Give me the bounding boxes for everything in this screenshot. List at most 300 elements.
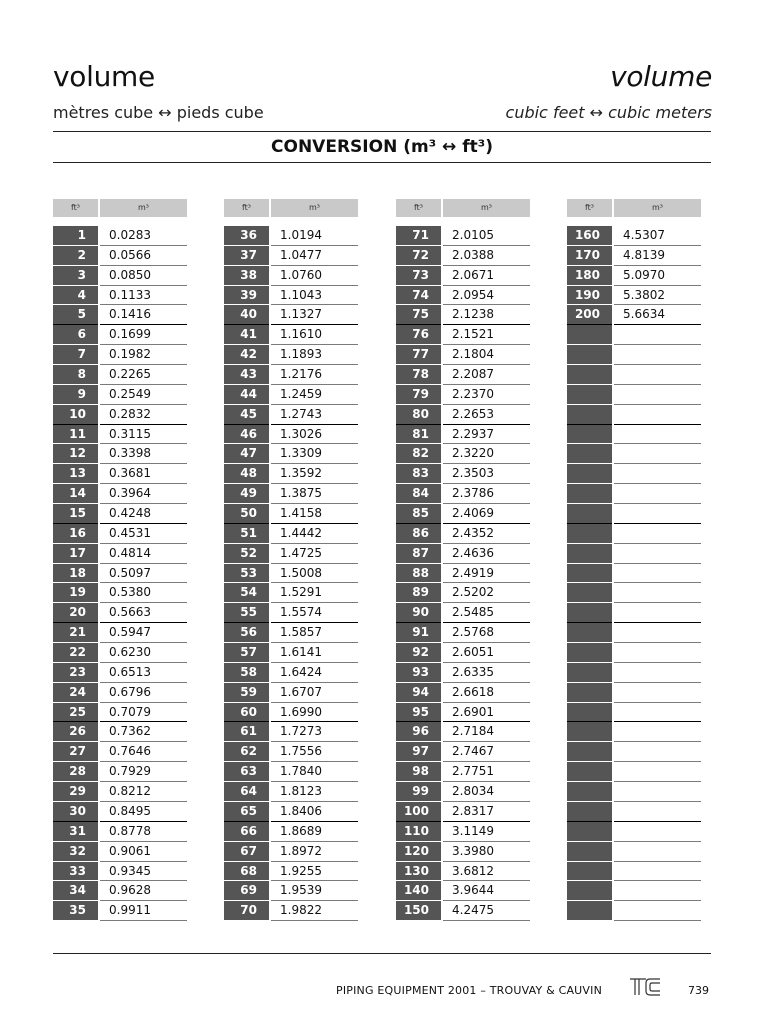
table-row bbox=[567, 623, 701, 643]
ft3-value: 19 bbox=[53, 583, 98, 603]
ft3-value: 100 bbox=[396, 802, 441, 822]
table-row bbox=[396, 504, 530, 524]
table-row bbox=[567, 643, 701, 663]
table-row bbox=[53, 862, 187, 882]
m3-value bbox=[614, 544, 701, 564]
ft3-value: 64 bbox=[224, 782, 269, 802]
m3-value bbox=[614, 464, 701, 484]
m3-value: 1.1610 bbox=[271, 325, 358, 345]
table-row bbox=[53, 405, 187, 425]
ft3-value: 39 bbox=[224, 286, 269, 306]
table-header bbox=[396, 199, 530, 217]
ft3-value bbox=[567, 325, 612, 345]
m3-value: 1.5857 bbox=[271, 623, 358, 643]
m3-value: 1.8406 bbox=[271, 802, 358, 822]
table-row bbox=[224, 901, 358, 921]
m3-value: 0.3681 bbox=[100, 464, 187, 484]
m3-value: 1.7840 bbox=[271, 762, 358, 782]
ft3-value bbox=[567, 464, 612, 484]
table-row bbox=[53, 226, 187, 246]
m3-value bbox=[614, 524, 701, 544]
trouvay-cauvin-logo-icon bbox=[628, 975, 662, 999]
m3-value: 3.1149 bbox=[443, 822, 530, 842]
table-row bbox=[224, 405, 358, 425]
ft3-value: 6 bbox=[53, 325, 98, 345]
table-row bbox=[567, 683, 701, 703]
m3-value bbox=[614, 583, 701, 603]
ft3-value: 120 bbox=[396, 842, 441, 862]
ft3-value: 57 bbox=[224, 643, 269, 663]
table-row bbox=[53, 901, 187, 921]
ft3-value bbox=[567, 742, 612, 762]
ft3-value: 85 bbox=[396, 504, 441, 524]
m3-value bbox=[614, 862, 701, 882]
m3-value bbox=[614, 385, 701, 405]
ft3-value: 31 bbox=[53, 822, 98, 842]
ft3-value: 43 bbox=[224, 365, 269, 385]
table-row bbox=[396, 564, 530, 584]
m3-value: 0.8778 bbox=[100, 822, 187, 842]
table-row bbox=[53, 246, 187, 266]
m3-value: 1.3026 bbox=[271, 425, 358, 445]
m3-value bbox=[614, 425, 701, 445]
m3-value: 1.5291 bbox=[271, 583, 358, 603]
m3-value bbox=[614, 762, 701, 782]
m3-value: 1.2459 bbox=[271, 385, 358, 405]
ft3-value: 38 bbox=[224, 266, 269, 286]
ft3-value: 21 bbox=[53, 623, 98, 643]
m3-value: 0.3964 bbox=[100, 484, 187, 504]
table-row bbox=[567, 722, 701, 742]
ft3-value: 1 bbox=[53, 226, 98, 246]
ft3-value: 81 bbox=[396, 425, 441, 445]
column-header-ft3: ft³ bbox=[53, 199, 98, 217]
ft3-value: 91 bbox=[396, 623, 441, 643]
table-row bbox=[396, 484, 530, 504]
ft3-value: 99 bbox=[396, 782, 441, 802]
table-row bbox=[53, 286, 187, 306]
conversion-heading: CONVERSION (m³ ↔ ft³) bbox=[271, 137, 493, 157]
table-row bbox=[53, 742, 187, 762]
m3-value: 2.3220 bbox=[443, 444, 530, 464]
table-row bbox=[53, 385, 187, 405]
table-row bbox=[396, 683, 530, 703]
m3-value: 2.1521 bbox=[443, 325, 530, 345]
m3-value: 2.8034 bbox=[443, 782, 530, 802]
ft3-value bbox=[567, 425, 612, 445]
table-row bbox=[224, 325, 358, 345]
ft3-value: 78 bbox=[396, 365, 441, 385]
m3-value: 0.9628 bbox=[100, 881, 187, 901]
m3-value: 2.3503 bbox=[443, 464, 530, 484]
ft3-value: 42 bbox=[224, 345, 269, 365]
m3-value: 1.7556 bbox=[271, 742, 358, 762]
m3-value bbox=[614, 504, 701, 524]
m3-value: 1.9822 bbox=[271, 901, 358, 921]
table-row bbox=[53, 881, 187, 901]
m3-value bbox=[614, 623, 701, 643]
table-header bbox=[224, 199, 358, 217]
ft3-value: 29 bbox=[53, 782, 98, 802]
table-row bbox=[53, 564, 187, 584]
conversion-table-2 bbox=[224, 199, 358, 921]
ft3-value: 75 bbox=[396, 305, 441, 325]
ft3-value: 83 bbox=[396, 464, 441, 484]
table-row bbox=[224, 663, 358, 683]
table-row bbox=[53, 305, 187, 325]
table-header bbox=[53, 199, 187, 217]
m3-value: 0.9911 bbox=[100, 901, 187, 921]
m3-value: 2.4636 bbox=[443, 544, 530, 564]
m3-value: 1.4725 bbox=[271, 544, 358, 564]
m3-value: 1.0477 bbox=[271, 246, 358, 266]
table-row bbox=[53, 583, 187, 603]
heading-rule bbox=[53, 162, 711, 163]
m3-value: 2.5202 bbox=[443, 583, 530, 603]
table-row bbox=[53, 603, 187, 623]
ft3-value: 46 bbox=[224, 425, 269, 445]
m3-value: 0.9061 bbox=[100, 842, 187, 862]
ft3-value: 26 bbox=[53, 722, 98, 742]
table-row bbox=[567, 802, 701, 822]
table-row bbox=[224, 464, 358, 484]
ft3-value: 71 bbox=[396, 226, 441, 246]
m3-value: 2.7751 bbox=[443, 762, 530, 782]
m3-value bbox=[614, 444, 701, 464]
m3-value: 1.6707 bbox=[271, 683, 358, 703]
table-row bbox=[567, 345, 701, 365]
column-header-m3: m³ bbox=[271, 199, 358, 217]
table-row bbox=[224, 862, 358, 882]
m3-value: 0.8495 bbox=[100, 802, 187, 822]
m3-value: 0.5947 bbox=[100, 623, 187, 643]
m3-value: 1.9255 bbox=[271, 862, 358, 882]
ft3-value: 8 bbox=[53, 365, 98, 385]
ft3-value: 44 bbox=[224, 385, 269, 405]
table-row bbox=[53, 782, 187, 802]
table-row bbox=[567, 325, 701, 345]
m3-value: 1.5574 bbox=[271, 603, 358, 623]
ft3-value bbox=[567, 881, 612, 901]
column-header-ft3: ft³ bbox=[224, 199, 269, 217]
ft3-value: 89 bbox=[396, 583, 441, 603]
m3-value: 0.1982 bbox=[100, 345, 187, 365]
ft3-value: 3 bbox=[53, 266, 98, 286]
m3-value: 1.4158 bbox=[271, 504, 358, 524]
subtitle-french: mètres cube ↔ pieds cube bbox=[53, 103, 264, 122]
m3-value bbox=[614, 782, 701, 802]
m3-value: 1.1327 bbox=[271, 305, 358, 325]
ft3-value: 54 bbox=[224, 583, 269, 603]
m3-value: 0.1133 bbox=[100, 286, 187, 306]
ft3-value: 79 bbox=[396, 385, 441, 405]
m3-value bbox=[614, 564, 701, 584]
table-row bbox=[396, 385, 530, 405]
m3-value: 2.6618 bbox=[443, 683, 530, 703]
table-row bbox=[567, 842, 701, 862]
m3-value: 0.5380 bbox=[100, 583, 187, 603]
table-row bbox=[224, 683, 358, 703]
table-row bbox=[396, 901, 530, 921]
ft3-value: 170 bbox=[567, 246, 612, 266]
m3-value: 0.7079 bbox=[100, 703, 187, 723]
ft3-value: 84 bbox=[396, 484, 441, 504]
m3-value bbox=[614, 881, 701, 901]
table-row bbox=[53, 842, 187, 862]
title-english: volume bbox=[610, 60, 712, 93]
table-row bbox=[396, 643, 530, 663]
m3-value bbox=[614, 643, 701, 663]
ft3-value bbox=[567, 842, 612, 862]
ft3-value: 2 bbox=[53, 246, 98, 266]
ft3-value: 96 bbox=[396, 722, 441, 742]
ft3-value: 86 bbox=[396, 524, 441, 544]
table-row bbox=[396, 881, 530, 901]
ft3-value bbox=[567, 544, 612, 564]
ft3-value: 52 bbox=[224, 544, 269, 564]
m3-value: 2.7467 bbox=[443, 742, 530, 762]
conversion-table-3 bbox=[396, 199, 530, 921]
m3-value bbox=[614, 901, 701, 921]
table-row bbox=[224, 345, 358, 365]
m3-value: 0.2832 bbox=[100, 405, 187, 425]
ft3-value: 110 bbox=[396, 822, 441, 842]
ft3-value: 48 bbox=[224, 464, 269, 484]
table-row bbox=[53, 544, 187, 564]
ft3-value bbox=[567, 862, 612, 882]
table-row bbox=[224, 504, 358, 524]
ft3-value: 180 bbox=[567, 266, 612, 286]
title-french: volume bbox=[53, 60, 155, 93]
ft3-value: 59 bbox=[224, 683, 269, 703]
m3-value: 0.2265 bbox=[100, 365, 187, 385]
table-row bbox=[53, 623, 187, 643]
table-row bbox=[224, 643, 358, 663]
ft3-value bbox=[567, 504, 612, 524]
ft3-value: 88 bbox=[396, 564, 441, 584]
column-header-ft3: ft³ bbox=[396, 199, 441, 217]
column-header-m3: m³ bbox=[614, 199, 701, 217]
table-row bbox=[396, 742, 530, 762]
table-row bbox=[53, 524, 187, 544]
ft3-value: 94 bbox=[396, 683, 441, 703]
m3-value: 2.8317 bbox=[443, 802, 530, 822]
ft3-value: 5 bbox=[53, 305, 98, 325]
table-row bbox=[53, 703, 187, 723]
ft3-value: 34 bbox=[53, 881, 98, 901]
m3-value: 3.6812 bbox=[443, 862, 530, 882]
table-row bbox=[567, 484, 701, 504]
m3-value: 1.5008 bbox=[271, 564, 358, 584]
table-row bbox=[567, 226, 701, 246]
table-row bbox=[224, 425, 358, 445]
table-row bbox=[396, 623, 530, 643]
m3-value: 5.0970 bbox=[614, 266, 701, 286]
m3-value: 0.6796 bbox=[100, 683, 187, 703]
table-row bbox=[224, 722, 358, 742]
m3-value: 2.4069 bbox=[443, 504, 530, 524]
ft3-value: 22 bbox=[53, 643, 98, 663]
ft3-value: 32 bbox=[53, 842, 98, 862]
ft3-value bbox=[567, 524, 612, 544]
ft3-value: 68 bbox=[224, 862, 269, 882]
ft3-value: 23 bbox=[53, 663, 98, 683]
ft3-value: 20 bbox=[53, 603, 98, 623]
ft3-value bbox=[567, 782, 612, 802]
ft3-value bbox=[567, 444, 612, 464]
m3-value: 2.1238 bbox=[443, 305, 530, 325]
ft3-value: 93 bbox=[396, 663, 441, 683]
table-row bbox=[567, 504, 701, 524]
table-row bbox=[224, 742, 358, 762]
m3-value bbox=[614, 345, 701, 365]
ft3-value: 25 bbox=[53, 703, 98, 723]
m3-value: 1.3592 bbox=[271, 464, 358, 484]
ft3-value: 13 bbox=[53, 464, 98, 484]
table-row bbox=[396, 802, 530, 822]
table-row bbox=[396, 703, 530, 723]
m3-value: 0.5663 bbox=[100, 603, 187, 623]
m3-value: 0.4531 bbox=[100, 524, 187, 544]
ft3-value: 62 bbox=[224, 742, 269, 762]
ft3-value bbox=[567, 484, 612, 504]
table-row bbox=[396, 286, 530, 306]
ft3-value: 56 bbox=[224, 623, 269, 643]
table-row bbox=[396, 603, 530, 623]
table-row bbox=[567, 583, 701, 603]
m3-value bbox=[614, 603, 701, 623]
m3-value: 2.7184 bbox=[443, 722, 530, 742]
table-row bbox=[396, 365, 530, 385]
m3-value: 0.2549 bbox=[100, 385, 187, 405]
ft3-value: 14 bbox=[53, 484, 98, 504]
ft3-value bbox=[567, 901, 612, 921]
ft3-value: 49 bbox=[224, 484, 269, 504]
ft3-value: 61 bbox=[224, 722, 269, 742]
ft3-value bbox=[567, 683, 612, 703]
table-row bbox=[567, 703, 701, 723]
table-row bbox=[53, 484, 187, 504]
table-row bbox=[224, 623, 358, 643]
table-row bbox=[224, 583, 358, 603]
table-row bbox=[224, 305, 358, 325]
m3-value: 1.6990 bbox=[271, 703, 358, 723]
m3-value: 4.8139 bbox=[614, 246, 701, 266]
ft3-value: 9 bbox=[53, 385, 98, 405]
m3-value: 1.0760 bbox=[271, 266, 358, 286]
m3-value: 2.0105 bbox=[443, 226, 530, 246]
table-row bbox=[224, 524, 358, 544]
m3-value: 5.6634 bbox=[614, 305, 701, 325]
m3-value: 0.8212 bbox=[100, 782, 187, 802]
table-row bbox=[567, 464, 701, 484]
m3-value: 1.8123 bbox=[271, 782, 358, 802]
ft3-value: 92 bbox=[396, 643, 441, 663]
table-row bbox=[396, 444, 530, 464]
m3-value: 0.4248 bbox=[100, 504, 187, 524]
ft3-value: 50 bbox=[224, 504, 269, 524]
footer-text: PIPING EQUIPMENT 2001 – TROUVAY & CAUVIN bbox=[336, 984, 603, 997]
table-row bbox=[396, 762, 530, 782]
ft3-value: 11 bbox=[53, 425, 98, 445]
ft3-value bbox=[567, 603, 612, 623]
m3-value: 2.5485 bbox=[443, 603, 530, 623]
table-row bbox=[567, 365, 701, 385]
m3-value: 0.6230 bbox=[100, 643, 187, 663]
ft3-value: 7 bbox=[53, 345, 98, 365]
table-row bbox=[567, 425, 701, 445]
m3-value: 0.6513 bbox=[100, 663, 187, 683]
table-row bbox=[396, 405, 530, 425]
m3-value: 2.6901 bbox=[443, 703, 530, 723]
ft3-value: 67 bbox=[224, 842, 269, 862]
m3-value: 1.8689 bbox=[271, 822, 358, 842]
ft3-value: 30 bbox=[53, 802, 98, 822]
ft3-value bbox=[567, 623, 612, 643]
table-row bbox=[396, 782, 530, 802]
ft3-value bbox=[567, 365, 612, 385]
ft3-value: 33 bbox=[53, 862, 98, 882]
m3-value: 0.9345 bbox=[100, 862, 187, 882]
top-rule bbox=[53, 131, 711, 132]
m3-value: 2.0671 bbox=[443, 266, 530, 286]
m3-value: 0.7929 bbox=[100, 762, 187, 782]
table-header bbox=[567, 199, 701, 217]
m3-value: 2.2370 bbox=[443, 385, 530, 405]
table-row bbox=[396, 345, 530, 365]
ft3-value bbox=[567, 385, 612, 405]
m3-value: 2.6051 bbox=[443, 643, 530, 663]
m3-value: 3.9644 bbox=[443, 881, 530, 901]
table-row bbox=[567, 901, 701, 921]
m3-value: 2.3786 bbox=[443, 484, 530, 504]
table-row bbox=[396, 822, 530, 842]
ft3-value: 77 bbox=[396, 345, 441, 365]
m3-value: 1.9539 bbox=[271, 881, 358, 901]
ft3-value bbox=[567, 663, 612, 683]
ft3-value: 74 bbox=[396, 286, 441, 306]
ft3-value: 51 bbox=[224, 524, 269, 544]
ft3-value: 63 bbox=[224, 762, 269, 782]
table-row bbox=[224, 385, 358, 405]
m3-value: 0.0850 bbox=[100, 266, 187, 286]
table-row bbox=[396, 583, 530, 603]
table-row bbox=[396, 464, 530, 484]
table-row bbox=[396, 305, 530, 325]
m3-value bbox=[614, 842, 701, 862]
ft3-value bbox=[567, 722, 612, 742]
ft3-value: 97 bbox=[396, 742, 441, 762]
ft3-value: 82 bbox=[396, 444, 441, 464]
m3-value: 0.3398 bbox=[100, 444, 187, 464]
m3-value: 1.8972 bbox=[271, 842, 358, 862]
ft3-value bbox=[567, 345, 612, 365]
table-row bbox=[53, 266, 187, 286]
page-number: 739 bbox=[688, 984, 709, 997]
m3-value: 1.3875 bbox=[271, 484, 358, 504]
table-row bbox=[567, 246, 701, 266]
ft3-value: 65 bbox=[224, 802, 269, 822]
table-row bbox=[567, 862, 701, 882]
ft3-value: 41 bbox=[224, 325, 269, 345]
m3-value bbox=[614, 703, 701, 723]
m3-value bbox=[614, 683, 701, 703]
table-row bbox=[396, 722, 530, 742]
column-header-m3: m³ bbox=[100, 199, 187, 217]
ft3-value: 35 bbox=[53, 901, 98, 921]
table-row bbox=[53, 365, 187, 385]
table-row bbox=[567, 663, 701, 683]
